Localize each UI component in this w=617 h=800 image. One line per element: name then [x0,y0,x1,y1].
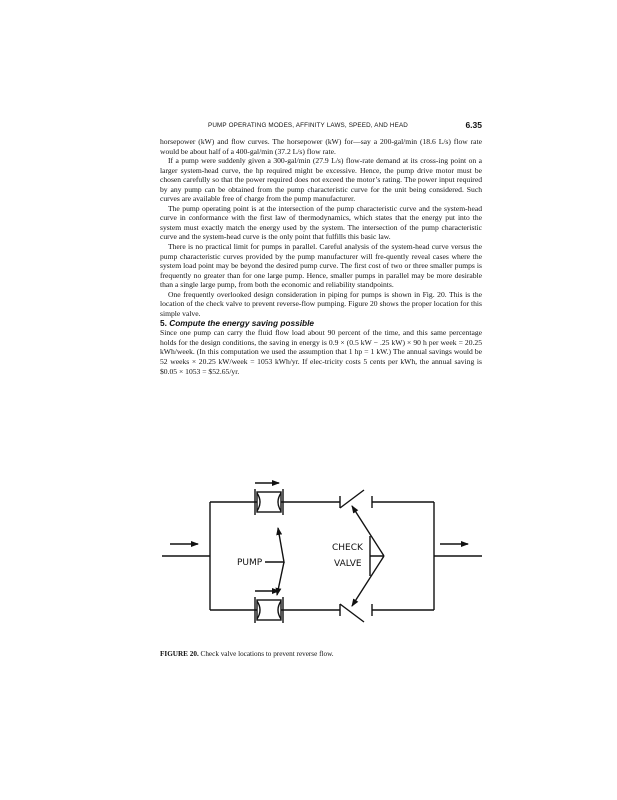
bottom-check-valve [340,604,372,622]
step-number: 5. [160,318,167,329]
top-check-valve [340,490,372,508]
paragraph: If a pump were suddenly given a 300-gal/min (27.9 L/s) flow-rate demand at its cross-ing point on a larger system-head curve, the hp required might be excessive. Hence, the pump drive motor must be chosen carefully so that the power required does not exceed the motor’s rating. The power input required by any pump can be obtained from the pump characteristic curve for the unit being considered. Such curves are available free of charge from the pump manufacturer. [160,156,482,204]
figure-caption [160,650,482,659]
caption-label: FIGURE 20. [160,650,199,658]
pump-leader-line [265,528,284,562]
page-number: 6.35 [465,120,482,130]
paragraph: One frequently overlooked design consideration in piping for pumps is shown in Fig. 20. This is the location of the check valve to prevent reverse-flow pumping. Figure 20 shows the proper location for this simple valve. [160,289,482,318]
paragraph: horsepower (kW) and flow curves. The horsepower (kW) for—say a 200-gal/min (18.6 L/s) flow rate would be about half of a 400-gal/min (37.2 L/s) flow rate. [160,137,482,156]
check-valve-bracket [370,536,384,576]
pump-label: PUMP [237,558,263,568]
caption-text: Check valve locations to prevent reverse flow. [200,650,334,658]
step-title: Compute the energy saving possible [169,318,315,329]
paragraph: The pump operating point is at the intersection of the pump characteristic curve and the system-head curve in conformance with the first law of thermodynamics, which states that the energy put into the system must exactly match the energy used by the system. The intersection of the pump characteristic curve and the system-head curve is the only point that fulfills this basic law. [160,203,482,242]
pump-leader-line [277,562,284,595]
check-label: CHECK [332,543,363,553]
paragraph: There is no practical limit for pumps in parallel. Careful analysis of the system-head curve versus the pump characteristic curves provided by the pump manufacturer will fre-quently reveal cases where the system load point may be beyond the desired pump curve. The first cost of two or three smaller pumps is frequently no greater than for one large pump. Hence, smaller pumps in parallel may be more desirable than a single large pump, from both the economic and reliability standpoints. [160,242,482,290]
step-paragraph: Since one pump can carry the fluid flow load about 90 percent of the time, and this same percentage holds for the design conditions, the saving in energy is 0.9 × (0.5 kW − .25 kW) × 90 h per week = 20.25 kWh/week. (In this computation we used the assumption that 1 hp = 1 kW.) The annual savings would be 52 weeks × 20.25 kW/week = 1053 kWh/yr. If elec-tricity costs 5 cents per kWh, the annual saving is $0.05 × 1053 = $52.65/yr. [160,328,482,376]
body-text [160,137,482,376]
figure-20 [152,480,492,640]
bottom-pump [255,597,283,623]
top-pump [255,489,283,515]
step-heading [160,318,482,328]
running-head: PUMP OPERATING MODES, AFFINITY LAWS, SPEED, AND HEAD [207,122,408,129]
check-valve-diagram [152,480,492,640]
valve-label: VALVE [334,559,362,569]
